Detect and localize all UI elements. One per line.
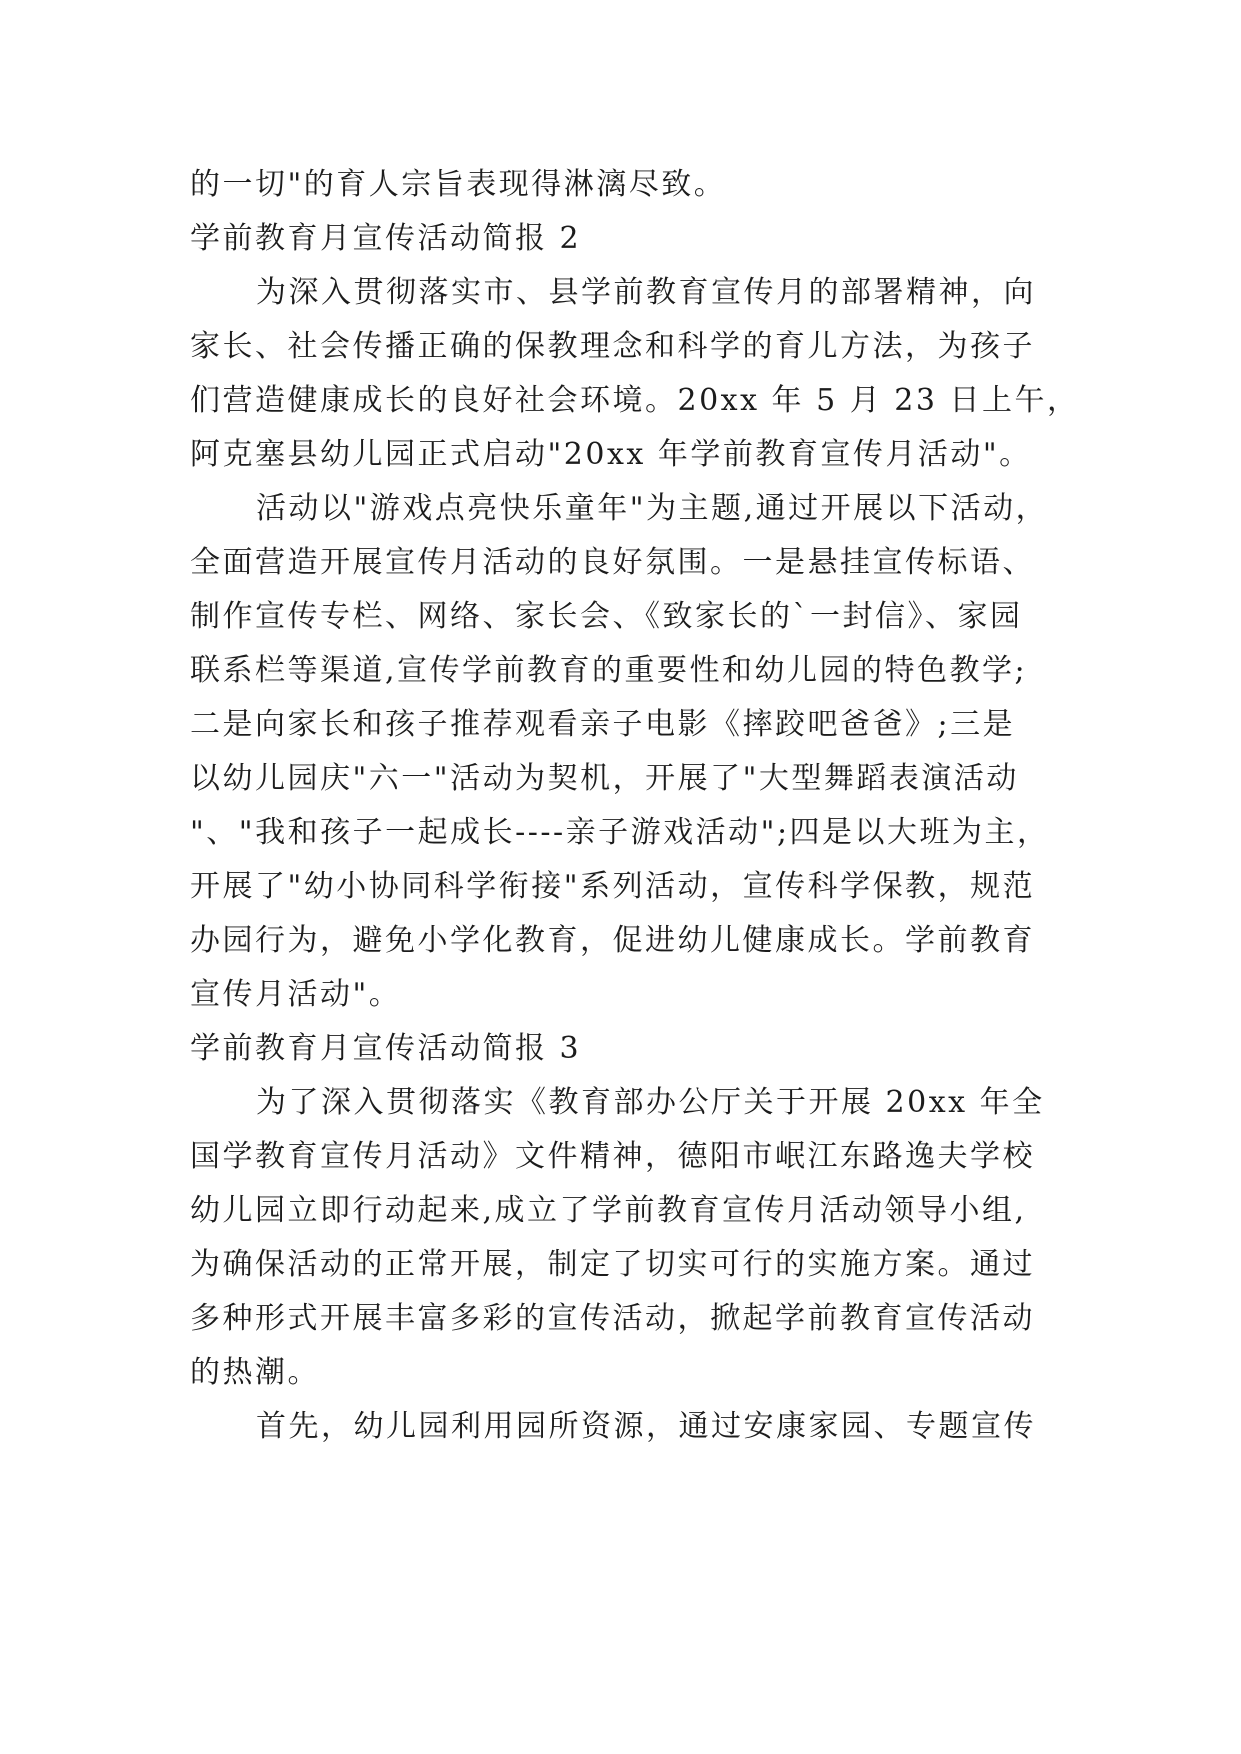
text-line: 全面营造开展宣传月活动的良好氛围。一是悬挂宣传标语、 xyxy=(190,545,1035,580)
text-line: 二是向家长和孩子推荐观看亲子电影《摔跤吧爸爸》;三是 xyxy=(190,707,1016,742)
section-heading: 学前教育月宣传活动简报 2 xyxy=(190,221,582,256)
text-line: 宣传月活动"。 xyxy=(190,977,402,1012)
text-line: 办园行为，避免小学化教育，促进幼儿健康成长。学前教育 xyxy=(190,923,1035,958)
text-line: 的热潮。 xyxy=(190,1355,320,1390)
text-line: 家长、社会传播正确的保教理念和科学的育儿方法，为孩子 xyxy=(190,329,1035,364)
text-line: 幼儿园立即行动起来,成立了学前教育宣传月活动领导小组, xyxy=(190,1193,1027,1228)
text-line: 开展了"幼小协同科学衔接"系列活动，宣传科学保教，规范 xyxy=(190,869,1036,904)
text-line: 为深入贯彻落实市、县学前教育宣传月的部署精神，向 xyxy=(256,275,1036,310)
paragraph xyxy=(190,266,1080,482)
text-line: 多种形式开展丰富多彩的宣传活动，掀起学前教育宣传活动 xyxy=(190,1301,1035,1336)
paragraph xyxy=(190,482,1060,1022)
paragraph xyxy=(190,1076,1060,1400)
text-line: 为确保活动的正常开展，制定了切实可行的实施方案。通过 xyxy=(190,1247,1035,1282)
text-line: "、"我和孩子一起成长----亲子游戏活动";四是以大班为主， xyxy=(190,815,1050,850)
text-line: 国学教育宣传月活动》文件精神，德阳市岷江东路逸夫学校 xyxy=(190,1139,1035,1174)
text-line: 制作宣传专栏、网络、家长会、《致家长的`一封信》、家园 xyxy=(190,599,1023,634)
text-line: 们营造健康成长的良好社会环境。20xx 年 5 月 23 日上午， xyxy=(190,383,1080,418)
section-heading: 学前教育月宣传活动简报 3 xyxy=(190,1031,582,1066)
text-line: 活动以"游戏点亮快乐童年"为主题,通过开展以下活动， xyxy=(256,491,1049,526)
text-line: 为了深入贯彻落实《教育部办公厅关于开展 20xx 年全 xyxy=(256,1085,1045,1120)
text-line: 以幼儿园庆"六一"活动为契机，开展了"大型舞蹈表演活动 xyxy=(190,761,1019,796)
text-line: 联系栏等渠道,宣传学前教育的重要性和幼儿园的特色教学; xyxy=(190,653,1028,688)
paragraph xyxy=(190,1400,1060,1454)
document-page xyxy=(190,158,1080,1454)
text-line: 首先，幼儿园利用园所资源，通过安康家园、专题宣传 xyxy=(256,1409,1036,1444)
text-line: 阿克塞县幼儿园正式启动"20xx 年学前教育宣传月活动"。 xyxy=(190,437,1032,472)
text-line: 的一切"的育人宗旨表现得淋漓尽致。 xyxy=(190,167,727,202)
